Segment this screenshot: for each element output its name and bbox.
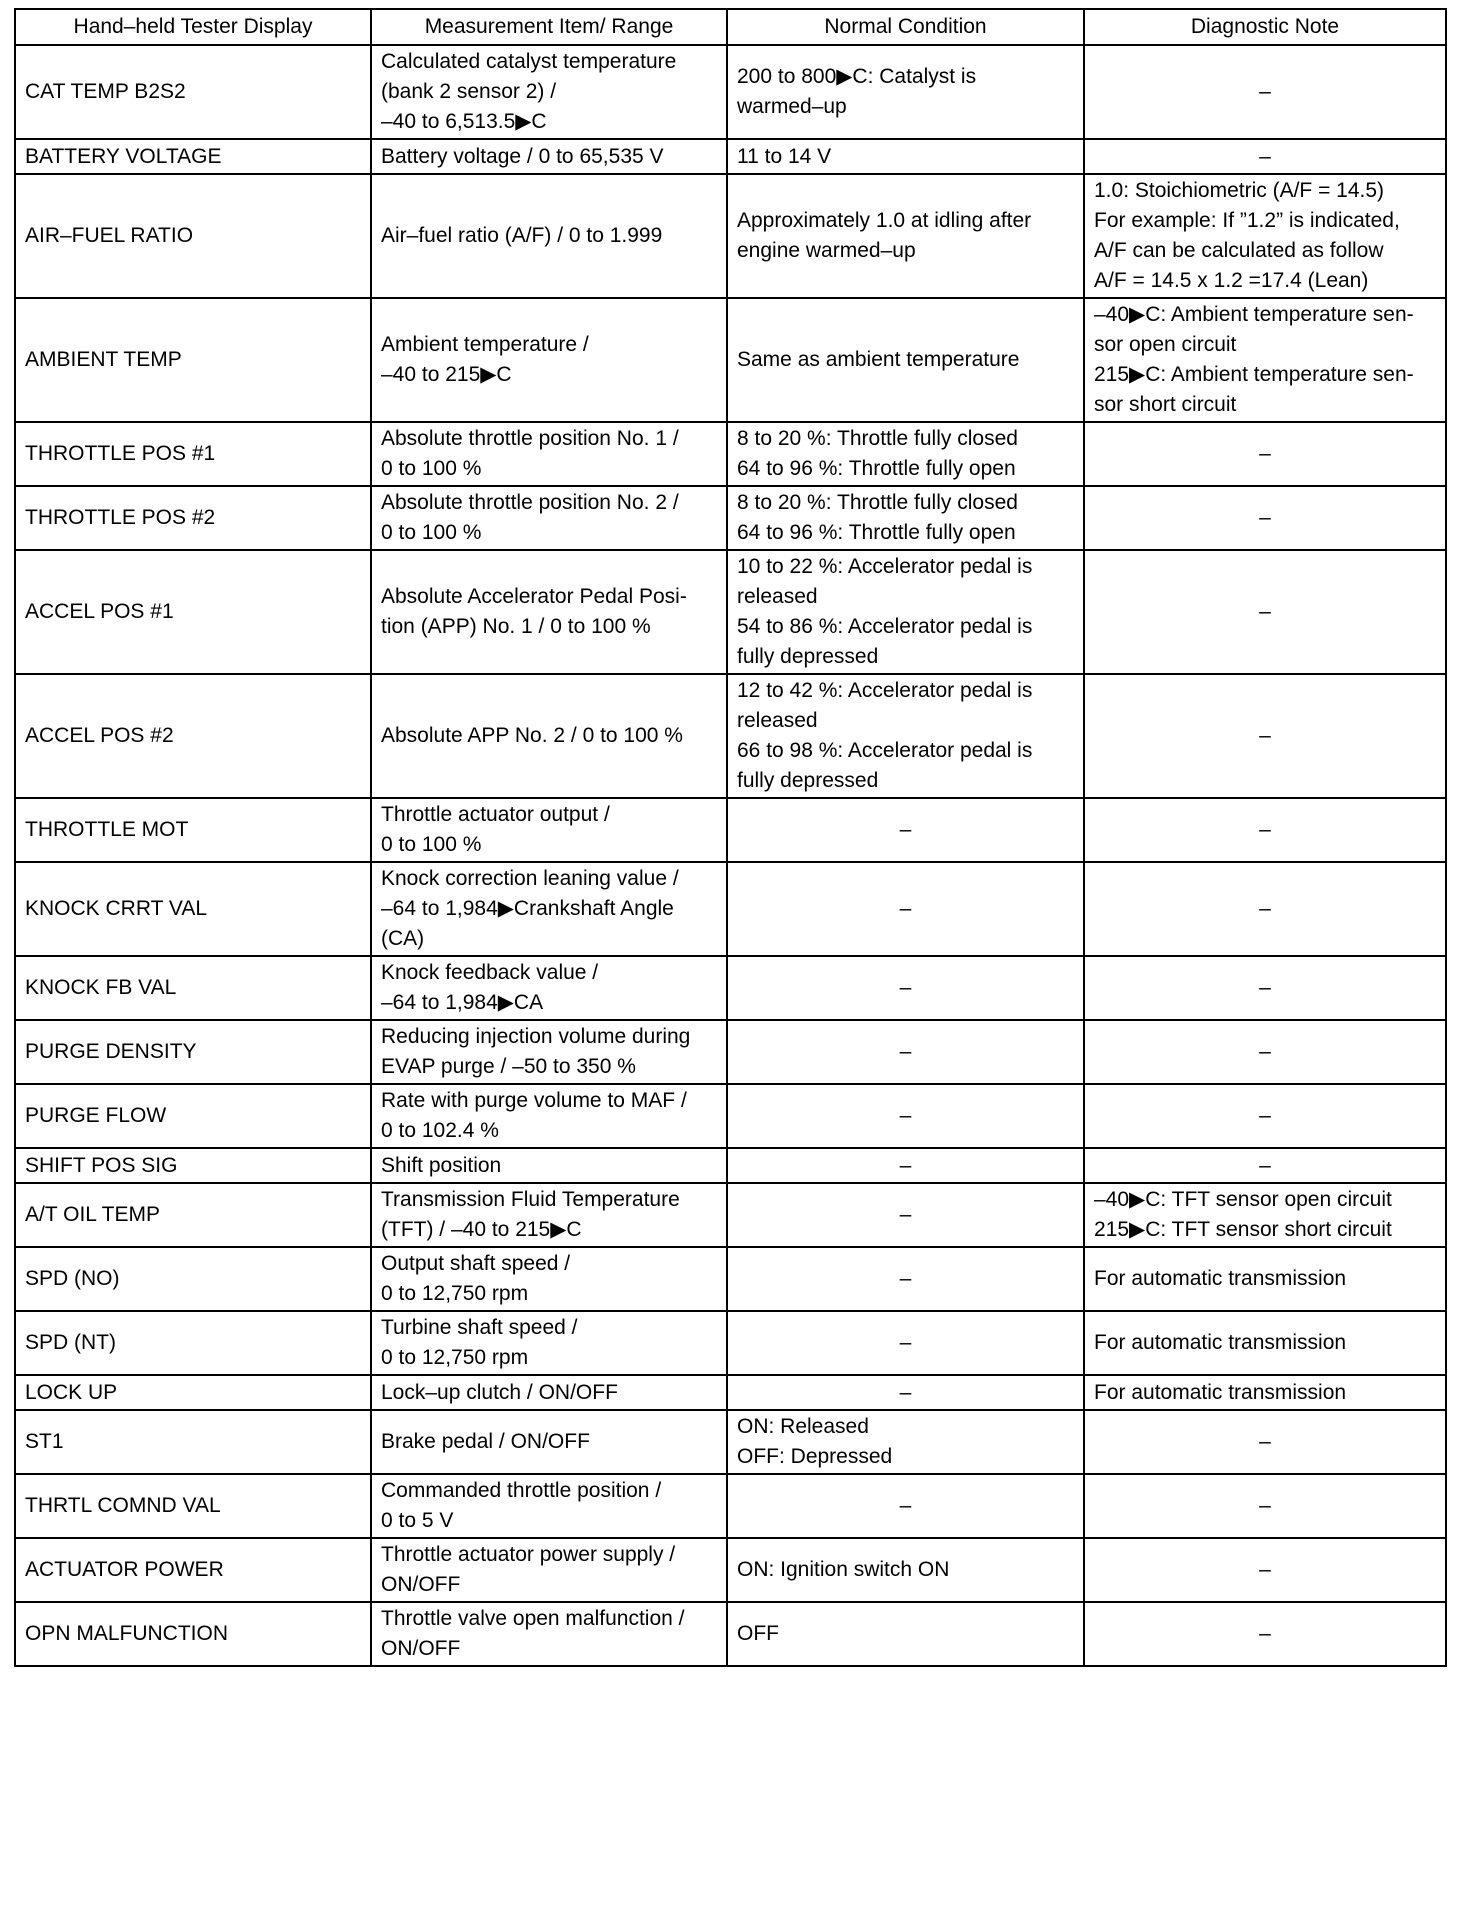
cell-item: [371, 956, 727, 1020]
cell-normal: [727, 550, 1084, 674]
cell-line: ON: Ignition switch ON: [737, 1558, 950, 1581]
cell-tester-display: CAT TEMP B2S2: [15, 45, 371, 139]
cell-line: A/F can be calculated as follow: [1094, 239, 1384, 262]
cell-note: [1084, 1311, 1446, 1375]
cell-line: –40▶C: TFT sensor open circuit: [1094, 1188, 1392, 1211]
cell-normal: [727, 862, 1084, 956]
table-row: [15, 298, 1446, 422]
cell-note: [1084, 1410, 1446, 1474]
table-row: [15, 1084, 1446, 1148]
cell-line: 0 to 12,750 rpm: [381, 1282, 529, 1305]
table-row: [15, 1375, 1446, 1410]
cell-normal: [727, 798, 1084, 862]
cell-normal: [727, 1538, 1084, 1602]
cell-tester-display: AIR–FUEL RATIO: [15, 174, 371, 298]
cell-normal: [727, 1247, 1084, 1311]
cell-note: [1084, 1247, 1446, 1311]
cell-line: (CA): [381, 927, 425, 950]
cell-normal: [727, 1474, 1084, 1538]
cell-note: [1084, 956, 1446, 1020]
cell-normal: [727, 298, 1084, 422]
cell-note: [1084, 422, 1446, 486]
cell-line: –: [899, 1494, 912, 1517]
cell-item: [371, 1375, 727, 1410]
cell-line: –: [1259, 897, 1271, 920]
table-row: [15, 1410, 1446, 1474]
table-row: [15, 174, 1446, 298]
cell-note: [1084, 1148, 1446, 1183]
cell-line: –: [899, 897, 912, 920]
cell-line: tion (APP) No. 1 / 0 to 100 %: [381, 615, 651, 638]
cell-line: 1.0: Stoichiometric (A/F = 14.5): [1094, 179, 1385, 202]
cell-tester-display: THROTTLE POS #1: [15, 422, 371, 486]
cell-normal: [727, 1183, 1084, 1247]
cell-note: [1084, 1084, 1446, 1148]
cell-line: Same as ambient temperature: [737, 348, 1020, 371]
cell-note: [1084, 1020, 1446, 1084]
cell-tester-display: OPN MALFUNCTION: [15, 1602, 371, 1666]
cell-line: –: [899, 1203, 912, 1226]
table-body: [15, 45, 1446, 1666]
cell-tester-display: LOCK UP: [15, 1375, 371, 1410]
cell-tester-display: ST1: [15, 1410, 371, 1474]
cell-line: 200 to 800▶C: Catalyst is: [737, 65, 977, 88]
table-row: [15, 1311, 1446, 1375]
cell-tester-display: KNOCK CRRT VAL: [15, 862, 371, 956]
cell-line: Absolute throttle position No. 2 /: [381, 491, 679, 514]
cell-line: –: [1259, 818, 1271, 841]
cell-line: –: [899, 1040, 912, 1063]
table-row: [15, 956, 1446, 1020]
cell-line: 0 to 100 %: [381, 457, 482, 480]
cell-line: For automatic transmission: [1094, 1267, 1347, 1290]
table-row: [15, 1474, 1446, 1538]
cell-line: 64 to 96 %: Throttle fully open: [737, 457, 1016, 480]
cell-item: [371, 1311, 727, 1375]
cell-line: Knock correction leaning value /: [381, 867, 679, 890]
cell-line: ON/OFF: [381, 1573, 461, 1596]
table-row: [15, 1602, 1446, 1666]
cell-line: –: [1259, 1430, 1271, 1453]
cell-line: For automatic transmission: [1094, 1380, 1347, 1404]
cell-tester-display: A/T OIL TEMP: [15, 1183, 371, 1247]
cell-item: [371, 45, 727, 139]
cell-normal: [727, 45, 1084, 139]
table-header-row: [15, 9, 1446, 45]
cell-item: [371, 1183, 727, 1247]
cell-line: –: [899, 1104, 912, 1127]
cell-item: [371, 674, 727, 798]
cell-line: Lock–up clutch / ON/OFF: [381, 1380, 618, 1404]
cell-note: [1084, 298, 1446, 422]
cell-line: –: [899, 818, 912, 841]
cell-line: –: [1259, 80, 1271, 103]
cell-line: 0 to 100 %: [381, 833, 482, 856]
cell-normal: [727, 486, 1084, 550]
cell-tester-display: ACCEL POS #2: [15, 674, 371, 798]
cell-line: –: [1259, 1104, 1271, 1127]
cell-line: ON/OFF: [381, 1637, 461, 1660]
cell-line: Throttle valve open malfunction /: [381, 1607, 685, 1630]
cell-line: –: [899, 976, 912, 999]
cell-line: 10 to 22 %: Accelerator pedal is: [737, 555, 1033, 578]
cell-line: ON: Released: [737, 1415, 869, 1438]
cell-line: For automatic transmission: [1094, 1331, 1347, 1354]
table-row: [15, 1183, 1446, 1247]
cell-tester-display: PURGE FLOW: [15, 1084, 371, 1148]
cell-line: For example: If ”1.2” is indicated,: [1094, 209, 1400, 232]
cell-normal: [727, 956, 1084, 1020]
cell-line: engine warmed–up: [737, 239, 916, 262]
cell-tester-display: KNOCK FB VAL: [15, 956, 371, 1020]
cell-normal: [727, 1602, 1084, 1666]
cell-line: Output shaft speed /: [381, 1252, 571, 1275]
cell-line: –: [1259, 144, 1271, 168]
cell-item: [371, 1410, 727, 1474]
table-row: [15, 1538, 1446, 1602]
cell-line: sor short circuit: [1094, 393, 1237, 416]
cell-line: –: [1259, 976, 1271, 999]
cell-line: 54 to 86 %: Accelerator pedal is: [737, 615, 1033, 638]
cell-line: –64 to 1,984▶CA: [381, 991, 544, 1014]
cell-tester-display: BATTERY VOLTAGE: [15, 139, 371, 174]
cell-item: [371, 1084, 727, 1148]
table-row: [15, 674, 1446, 798]
cell-line: 66 to 98 %: Accelerator pedal is: [737, 739, 1033, 762]
document-page: [14, 8, 1445, 1667]
cell-line: –: [1259, 442, 1271, 465]
cell-line: –64 to 1,984▶Crankshaft Angle: [381, 897, 674, 920]
cell-item: [371, 1538, 727, 1602]
cell-line: EVAP purge / –50 to 350 %: [381, 1055, 636, 1078]
cell-line: Shift position: [381, 1153, 502, 1177]
cell-note: [1084, 45, 1446, 139]
cell-line: 0 to 12,750 rpm: [381, 1346, 529, 1369]
table-row: [15, 422, 1446, 486]
cell-line: Brake pedal / ON/OFF: [381, 1430, 590, 1453]
cell-line: Approximately 1.0 at idling after: [737, 209, 1032, 232]
cell-line: Commanded throttle position /: [381, 1479, 662, 1502]
cell-line: 12 to 42 %: Accelerator pedal is: [737, 679, 1033, 702]
cell-line: Ambient temperature /: [381, 333, 589, 356]
cell-line: Turbine shaft speed /: [381, 1316, 578, 1339]
cell-line: 215▶C: Ambient temperature sen-: [1094, 363, 1414, 386]
cell-line: –: [1259, 1153, 1271, 1177]
cell-normal: [727, 422, 1084, 486]
table-row: [15, 1020, 1446, 1084]
table-row: [15, 1148, 1446, 1183]
cell-note: [1084, 1375, 1446, 1410]
header-diagnostic-note: Diagnostic Note: [1084, 9, 1446, 45]
cell-line: –40▶C: Ambient temperature sen-: [1094, 303, 1414, 326]
cell-normal: [727, 674, 1084, 798]
cell-line: 215▶C: TFT sensor short circuit: [1094, 1218, 1392, 1241]
cell-line: (TFT) / –40 to 215▶C: [381, 1218, 582, 1241]
cell-item: [371, 422, 727, 486]
cell-normal: [727, 1084, 1084, 1148]
cell-note: [1084, 862, 1446, 956]
cell-line: –: [899, 1267, 912, 1290]
table-row: [15, 139, 1446, 174]
cell-tester-display: SHIFT POS SIG: [15, 1148, 371, 1183]
cell-normal: [727, 139, 1084, 174]
cell-note: [1084, 1602, 1446, 1666]
cell-line: –40 to 215▶C: [381, 363, 512, 386]
cell-line: fully depressed: [737, 769, 879, 792]
header-measurement-item: Measurement Item/ Range: [371, 9, 727, 45]
cell-line: 8 to 20 %: Throttle fully closed: [737, 427, 1018, 450]
table-row: [15, 45, 1446, 139]
cell-line: released: [737, 709, 818, 732]
table-row: [15, 1247, 1446, 1311]
cell-item: [371, 139, 727, 174]
cell-line: –: [899, 1153, 912, 1177]
cell-item: [371, 1020, 727, 1084]
cell-note: [1084, 1474, 1446, 1538]
cell-item: [371, 1148, 727, 1183]
cell-line: Throttle actuator output /: [381, 803, 610, 826]
table-row: [15, 550, 1446, 674]
cell-line: –: [1259, 506, 1271, 529]
cell-normal: [727, 174, 1084, 298]
cell-note: [1084, 174, 1446, 298]
cell-note: [1084, 798, 1446, 862]
cell-line: –: [1259, 1622, 1271, 1645]
cell-item: [371, 486, 727, 550]
cell-line: 11 to 14 V: [737, 144, 832, 168]
cell-line: –: [1259, 1558, 1271, 1581]
cell-line: Reducing injection volume during: [381, 1025, 691, 1048]
cell-tester-display: PURGE DENSITY: [15, 1020, 371, 1084]
cell-line: –: [1259, 1494, 1271, 1517]
header-normal-condition: Normal Condition: [727, 9, 1084, 45]
cell-line: fully depressed: [737, 645, 879, 668]
cell-item: [371, 298, 727, 422]
cell-tester-display: ACCEL POS #1: [15, 550, 371, 674]
cell-line: Transmission Fluid Temperature: [381, 1188, 680, 1211]
cell-note: [1084, 1538, 1446, 1602]
data-list-table: [14, 8, 1447, 1667]
header-tester-display: Hand–held Tester Display: [15, 9, 371, 45]
cell-normal: [727, 1375, 1084, 1410]
cell-line: 64 to 96 %: Throttle fully open: [737, 521, 1016, 544]
cell-line: Rate with purge volume to MAF /: [381, 1089, 687, 1112]
cell-line: Battery voltage / 0 to 65,535 V: [381, 144, 664, 168]
cell-line: A/F = 14.5 x 1.2 =17.4 (Lean): [1094, 269, 1369, 292]
table-row: [15, 862, 1446, 956]
cell-line: 8 to 20 %: Throttle fully closed: [737, 491, 1018, 514]
cell-line: Absolute APP No. 2 / 0 to 100 %: [381, 724, 683, 747]
cell-item: [371, 798, 727, 862]
cell-line: 0 to 100 %: [381, 521, 482, 544]
cell-item: [371, 1247, 727, 1311]
cell-tester-display: THROTTLE MOT: [15, 798, 371, 862]
cell-item: [371, 1474, 727, 1538]
cell-item: [371, 174, 727, 298]
cell-line: released: [737, 585, 818, 608]
cell-item: [371, 550, 727, 674]
table-row: [15, 486, 1446, 550]
cell-line: –40 to 6,513.5▶C: [381, 110, 547, 133]
cell-tester-display: THRTL COMND VAL: [15, 1474, 371, 1538]
cell-note: [1084, 486, 1446, 550]
cell-line: –: [1259, 724, 1271, 747]
cell-line: 0 to 5 V: [381, 1509, 454, 1532]
cell-line: OFF: [737, 1622, 779, 1645]
cell-tester-display: THROTTLE POS #2: [15, 486, 371, 550]
cell-note: [1084, 139, 1446, 174]
cell-normal: [727, 1311, 1084, 1375]
cell-normal: [727, 1410, 1084, 1474]
cell-line: Air–fuel ratio (A/F) / 0 to 1.999: [381, 224, 663, 247]
cell-normal: [727, 1148, 1084, 1183]
cell-note: [1084, 1183, 1446, 1247]
cell-line: Calculated catalyst temperature: [381, 50, 677, 73]
cell-tester-display: ACTUATOR POWER: [15, 1538, 371, 1602]
cell-line: Throttle actuator power supply /: [381, 1543, 676, 1566]
cell-line: –: [899, 1380, 912, 1404]
cell-line: warmed–up: [737, 95, 847, 118]
cell-tester-display: SPD (NT): [15, 1311, 371, 1375]
cell-item: [371, 862, 727, 956]
cell-note: [1084, 550, 1446, 674]
cell-tester-display: AMBIENT TEMP: [15, 298, 371, 422]
table-row: [15, 798, 1446, 862]
cell-line: sor open circuit: [1094, 333, 1237, 356]
cell-line: (bank 2 sensor 2) /: [381, 80, 557, 103]
cell-tester-display: SPD (NO): [15, 1247, 371, 1311]
cell-line: 0 to 102.4 %: [381, 1119, 499, 1142]
cell-note: [1084, 674, 1446, 798]
cell-line: OFF: Depressed: [737, 1445, 893, 1468]
cell-line: –: [899, 1331, 912, 1354]
cell-line: Absolute throttle position No. 1 /: [381, 427, 679, 450]
cell-line: –: [1259, 600, 1271, 623]
cell-item: [371, 1602, 727, 1666]
cell-line: Knock feedback value /: [381, 961, 599, 984]
cell-line: –: [1259, 1040, 1271, 1063]
cell-normal: [727, 1020, 1084, 1084]
cell-line: Absolute Accelerator Pedal Posi-: [381, 585, 687, 608]
